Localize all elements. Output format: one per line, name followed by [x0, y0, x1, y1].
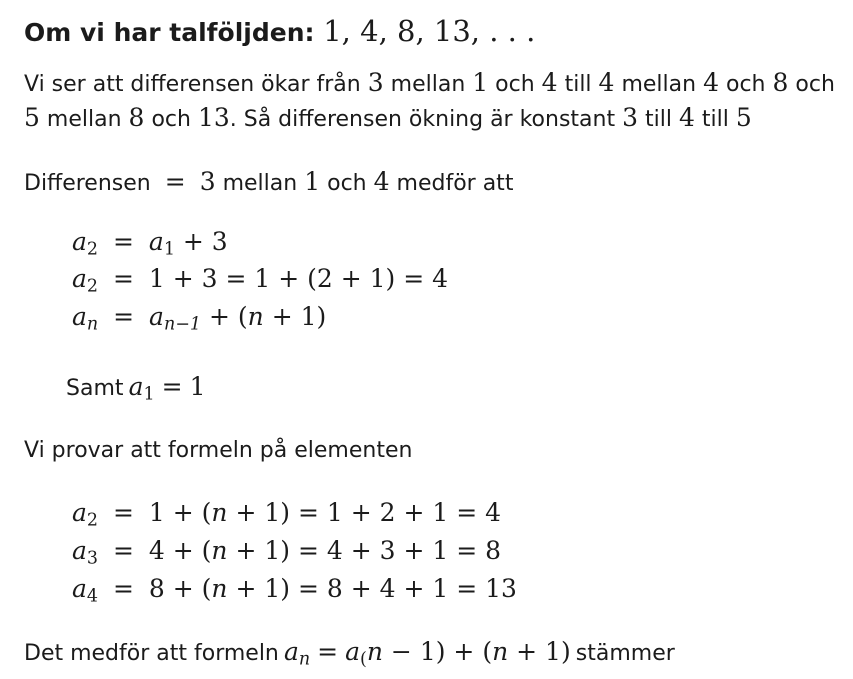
equals-sign: = — [113, 574, 134, 603]
intro-number: 4 — [678, 103, 695, 132]
variable: a — [72, 536, 87, 565]
intro-text: och — [495, 72, 535, 97]
expression: + 1) = 4 + 3 + 1 = 8 — [235, 536, 502, 565]
samt-label: Samt — [66, 376, 124, 401]
expression: + 1) = 1 + 2 + 1 = 4 — [235, 498, 502, 527]
equation-test-a4 — [72, 574, 517, 607]
equation-test-a2 — [72, 498, 502, 531]
intro-text: till — [701, 107, 729, 132]
intro-text: till — [564, 72, 592, 97]
equation-recurrence-2 — [72, 264, 449, 297]
test-intro: Vi provar att formeln på elementen — [24, 438, 413, 463]
equation-test-a3 — [72, 536, 502, 569]
equals-sign: = — [113, 302, 135, 331]
equation-recurrence-1 — [72, 227, 228, 260]
equation-recurrence-general — [72, 302, 327, 335]
diff-number: 1 — [304, 167, 321, 196]
expression: + 3 — [182, 227, 228, 256]
diff-number: 4 — [373, 167, 390, 196]
subscript: n — [86, 314, 99, 335]
expression: + 1) — [516, 637, 571, 666]
subscript: 2 — [86, 510, 99, 531]
expression: + 1) = 8 + 4 + 1 = 13 — [235, 574, 517, 603]
diff-text: och — [327, 171, 367, 196]
intro-text: mellan — [621, 72, 697, 97]
subscript: 2 — [86, 239, 99, 260]
intro-text: Vi ser att differensen ökar från — [24, 72, 361, 97]
variable: a — [128, 372, 144, 401]
title-label: Om vi har talföljden: — [24, 18, 315, 47]
intro-number: 5 — [735, 103, 752, 132]
diff-text: medför att — [396, 171, 514, 196]
subscript: ( — [360, 649, 367, 670]
diff-number: 3 — [199, 167, 216, 196]
variable: a — [345, 637, 361, 666]
intro-line-2 — [24, 103, 752, 132]
expression: + ( — [208, 302, 248, 331]
variable: a — [148, 227, 164, 256]
equals-sign: = — [317, 637, 339, 666]
intro-text: . Så differensen ökning är konstant — [229, 107, 616, 132]
expression: 1 + 3 = 1 + (2 + 1) = 4 — [148, 264, 449, 293]
value: 1 — [189, 372, 206, 401]
intro-text: mellan — [46, 107, 122, 132]
intro-number: 3 — [367, 68, 384, 97]
variable: a — [72, 302, 87, 331]
subscript: 2 — [86, 276, 99, 297]
equals-sign: = — [113, 498, 134, 527]
conclusion-text: Det medför att formeln — [24, 641, 279, 666]
expression: 1 + ( — [148, 498, 212, 527]
conclusion-text: stämmer — [575, 641, 675, 666]
intro-number: 4 — [541, 68, 558, 97]
intro-number: 4 — [598, 68, 615, 97]
variable: n — [366, 637, 383, 666]
equals-sign: = — [113, 264, 134, 293]
subscript: 1 — [143, 384, 155, 405]
variable: a — [72, 227, 87, 256]
equals-sign: = — [164, 167, 186, 196]
variable: n — [211, 498, 228, 527]
variable: a — [72, 498, 87, 527]
variable: n — [211, 574, 228, 603]
page-title — [24, 14, 535, 48]
variable: a — [149, 302, 164, 331]
intro-number: 1 — [472, 68, 489, 97]
intro-line-1 — [24, 68, 835, 97]
variable: a — [283, 637, 299, 666]
diff-text: Differensen — [24, 171, 151, 196]
conclusion — [24, 637, 675, 670]
expression: + 1) — [271, 302, 327, 331]
intro-text: till — [645, 107, 672, 132]
expression: − 1) + ( — [390, 637, 493, 666]
equals-sign: = — [113, 227, 134, 256]
equals-sign: = — [161, 372, 183, 401]
subscript: 1 — [163, 239, 175, 260]
variable: n — [247, 302, 264, 331]
intro-text: mellan — [390, 72, 466, 97]
expression: 8 + ( — [148, 574, 212, 603]
equals-sign: = — [113, 536, 134, 565]
variable: a — [72, 574, 87, 603]
intro-number: 4 — [703, 68, 719, 97]
diff-text: mellan — [222, 171, 298, 196]
intro-number: 13 — [197, 103, 230, 132]
initial-condition — [66, 372, 206, 405]
variable: a — [72, 264, 87, 293]
expression: 4 + ( — [148, 536, 212, 565]
intro-text: och — [151, 107, 191, 132]
intro-number: 5 — [24, 103, 40, 132]
intro-number: 8 — [128, 103, 145, 132]
variable: n — [492, 637, 509, 666]
intro-number: 3 — [622, 103, 638, 132]
intro-text: och — [795, 72, 835, 97]
variable: n — [211, 536, 228, 565]
subscript: 3 — [86, 548, 99, 569]
subscript: n — [298, 649, 311, 670]
subscript: n−1 — [163, 314, 202, 335]
subscript: 4 — [86, 586, 99, 607]
intro-text: och — [725, 72, 766, 97]
difference-line — [24, 167, 513, 196]
title-sequence: 1, 4, 8, 13, . . . — [323, 14, 536, 48]
intro-number: 8 — [772, 68, 789, 97]
